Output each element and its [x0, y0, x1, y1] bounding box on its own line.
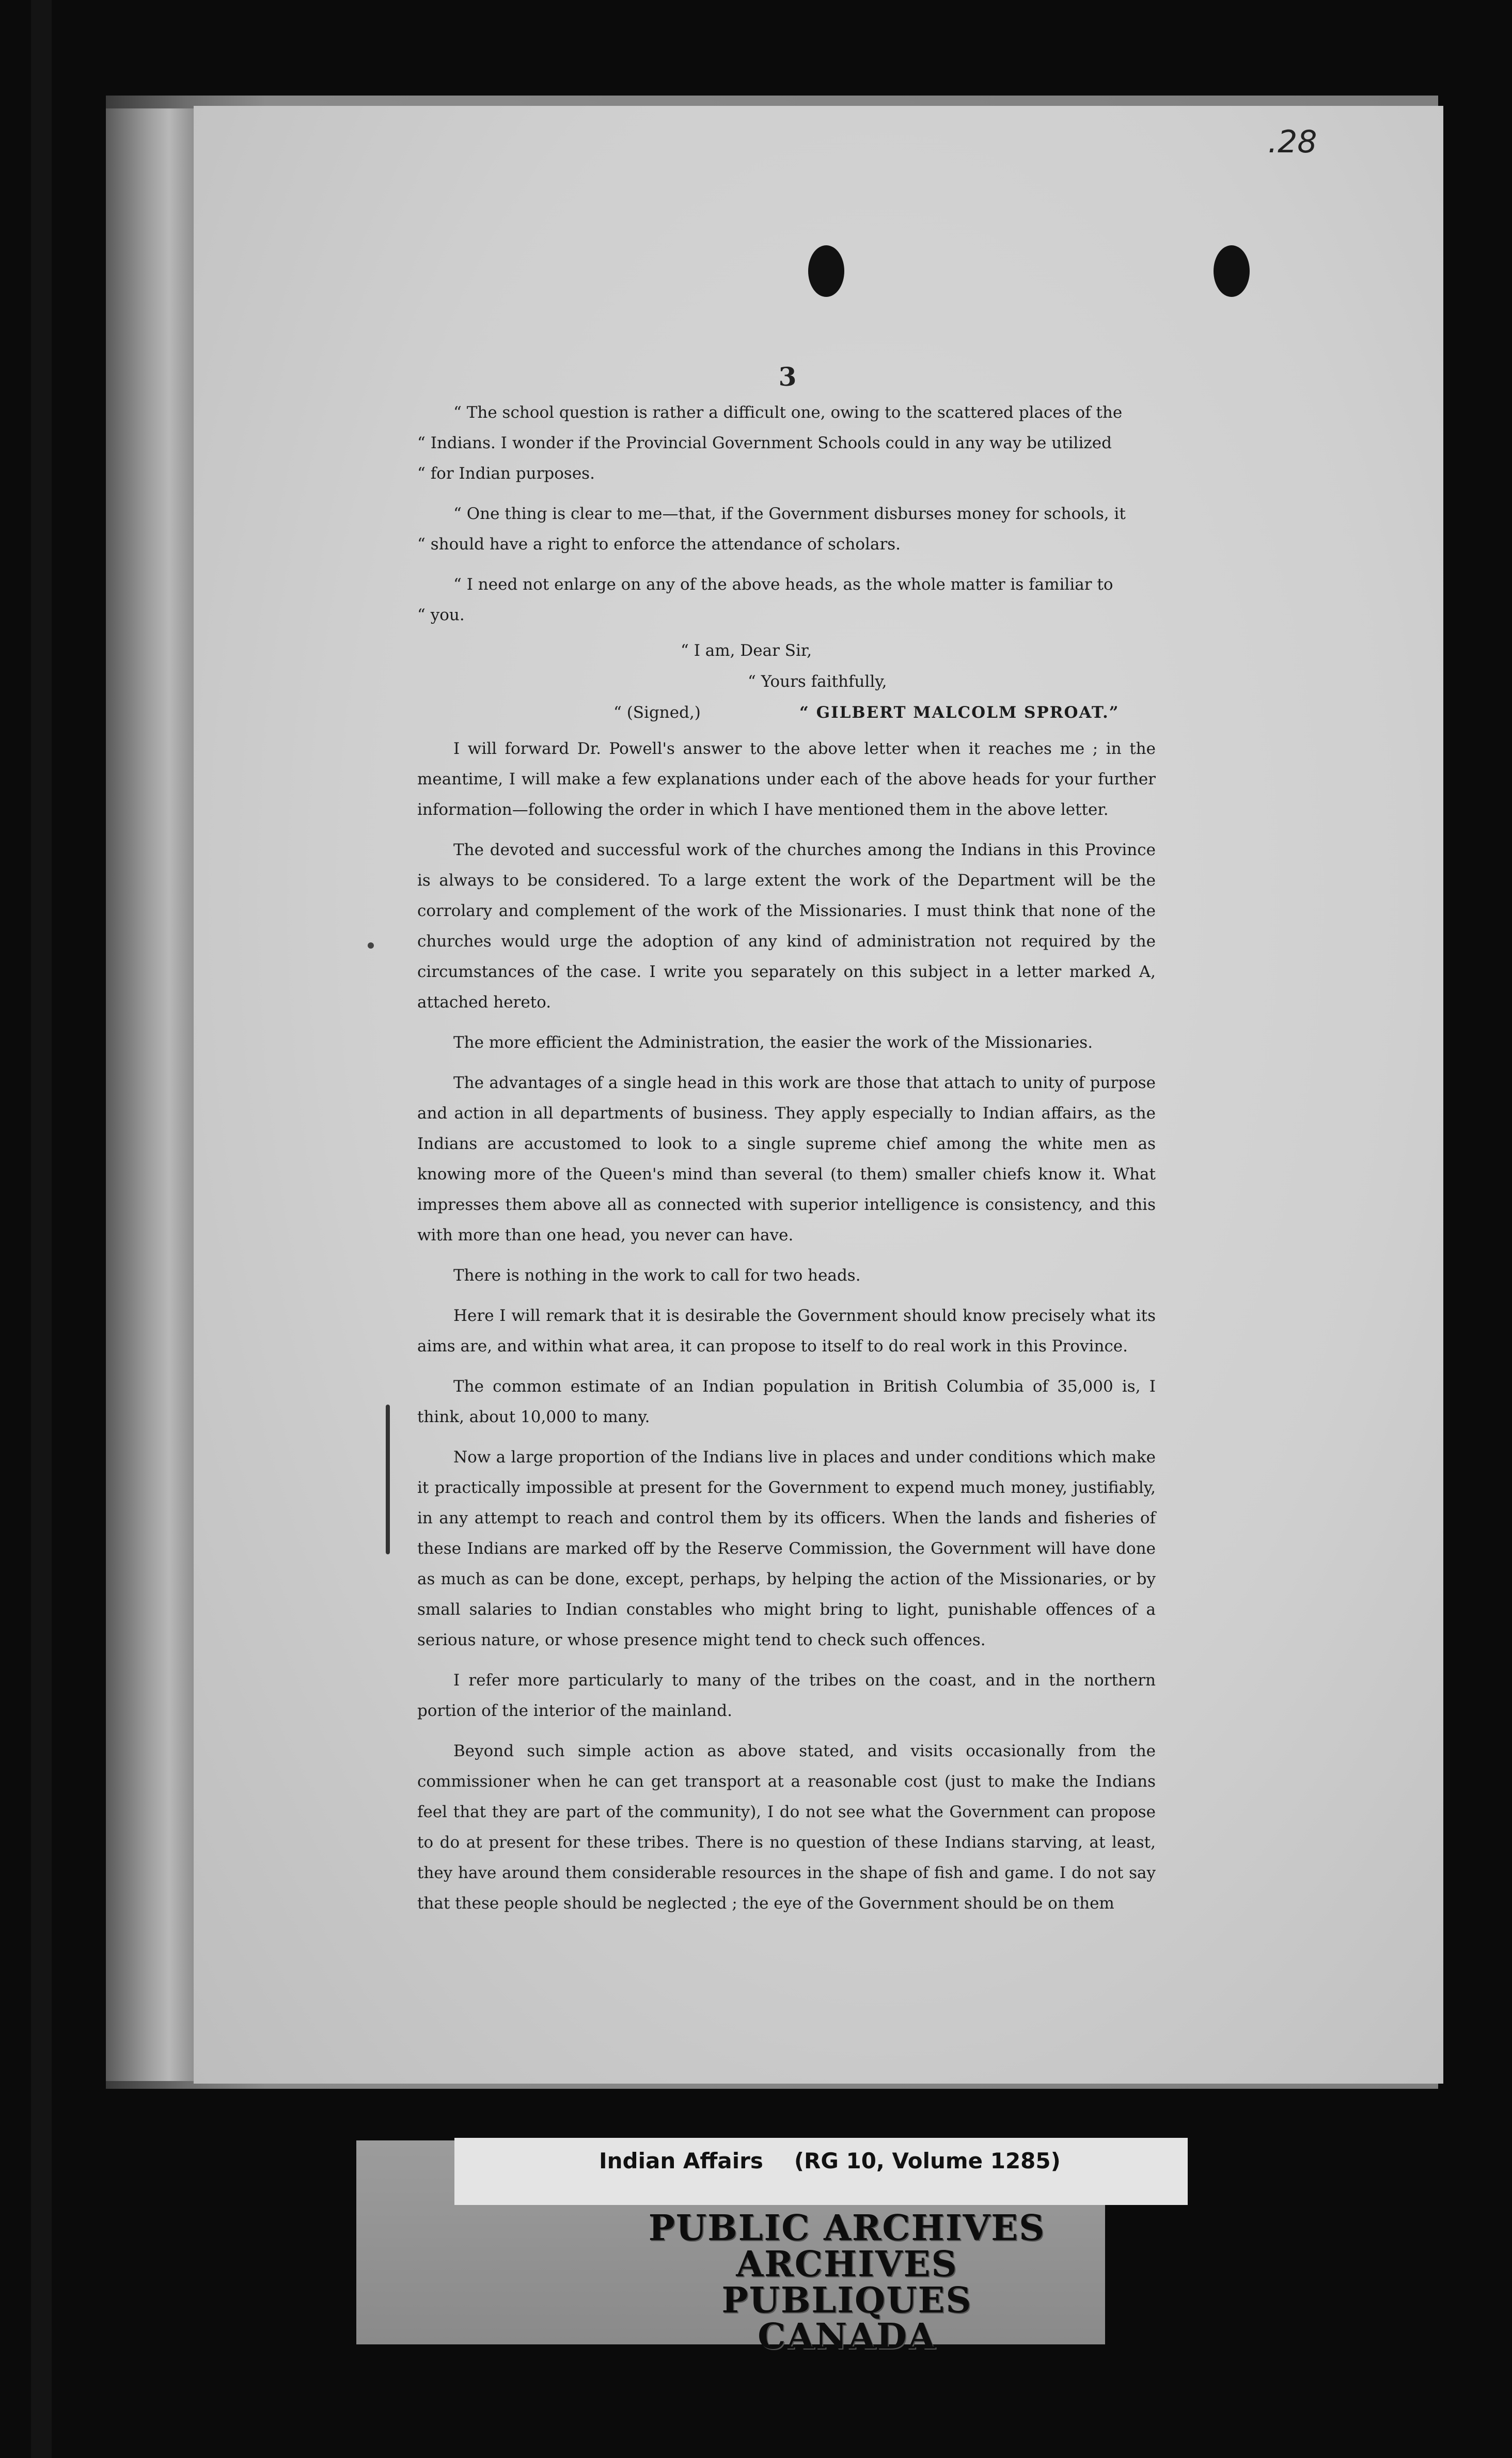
body-text: [417, 734, 1156, 1919]
letter-line: “ The school question is rather a difficult one, owing to the scattered places of the: [453, 403, 1123, 422]
paragraph: The advantages of a single head in this work are those that attach to unity of purpose and action in all departments of business. They apply especially to Indian affairs, as the Indians are accustomed to look to a single supreme chief among the white men as knowing more of the Queen's mind than several (to them) smaller chiefs know it. What impresses them above all as connected with superior intelligence is consistency, and this with more than one head, you never can have.: [417, 1074, 1156, 1244]
paragraph: There is nothing in the work to call for two heads.: [453, 1266, 861, 1285]
paragraph: I refer more particularly to many of the tribes on the coast, and in the northern portion of the interior of the mainland.: [417, 1671, 1156, 1720]
letter-closing: [417, 667, 1156, 698]
signed-label: “ (Signed,): [613, 703, 701, 722]
letter-closing: [417, 698, 1156, 729]
margin-dot: [368, 942, 374, 949]
letter-line: “ Indians. I wonder if the Provincial Government Schools could in any way be utilized: [417, 434, 1112, 452]
letter-closing: [417, 636, 1156, 667]
archive-label: [599, 2148, 1064, 2195]
valediction: “ Yours faithfully,: [748, 672, 887, 691]
volume-reference: (RG 10, Volume 1285): [794, 2148, 1061, 2173]
signature: “ GILBERT MALCOLM SPROAT.”: [799, 703, 1120, 722]
punch-hole: [1214, 245, 1250, 297]
paragraph: Beyond such simple action as above stated, and visits occasionally from the commissioner when he can get transport at a reasonable cost (just to make the Indians feel that they are part of the community), I do not see what the Government can propose to do at present for these tribes. There is no question of these Indians starving, at least, they have around them considerable resources in the shape of fish and game. I do not say that these people should be neglected ; the eye of the Government should be on them: [417, 1742, 1156, 1913]
paragraph: The common estimate of an Indian population in British Columbia of 35,000 is, I think, about 10,000 to many.: [417, 1377, 1156, 1426]
archives-stamp: [640, 2208, 1053, 2357]
letter-line: “ you.: [417, 606, 465, 624]
document-text: [417, 398, 1156, 1919]
punch-hole: [808, 245, 844, 297]
page-number: 3: [778, 361, 797, 392]
letter-line: “ I need not enlarge on any of the above heads, as the whole matter is familiar to: [453, 575, 1113, 594]
paragraph: The more efficient the Administration, the easier the work of the Missionaries.: [453, 1033, 1093, 1052]
letter-line: “ for Indian purposes.: [417, 464, 595, 483]
salutation: “ I am, Dear Sir,: [681, 641, 812, 660]
letter-line: “ One thing is clear to me—that, if the Government disburses money for schools, it: [453, 505, 1126, 523]
folio-number: .28: [1268, 124, 1317, 160]
fonds-name: Indian Affairs: [599, 2148, 763, 2173]
stamp-line: ARCHIVES PUBLIQUES: [721, 2244, 972, 2321]
quoted-letter: [417, 398, 1156, 729]
paragraph: I will forward Dr. Powell's answer to the above letter when it reaches me ; in the meantime, I will make a few explanations under each of the above heads for your further information—following the order in which I have mentioned them in the above letter.: [417, 739, 1156, 819]
film-edge: [31, 0, 52, 2458]
page-fold: [106, 108, 199, 2081]
paragraph: Here I will remark that it is desirable the Government should know precisely what its aims are, and within what area, it can propose to itself to do real work in this Province.: [417, 1306, 1156, 1356]
paragraph: The devoted and successful work of the churches among the Indians in this Province is always to be considered. To a large extent the work of the Department will be the corrolary and complement of the work of the Missionaries. I must think that none of the churches would urge the adoption of any kind of administration not required by the circumstances of the case. I write you separately on this subject in a letter marked A, attached hereto.: [417, 841, 1156, 1012]
stamp-line: CANADA: [758, 2316, 936, 2357]
stamp-line: PUBLIC ARCHIVES: [648, 2208, 1046, 2249]
paragraph: Now a large proportion of the Indians live in places and under conditions which make it practically impossible at present for the Government to expend much money, justifiably, in any attempt to reach and control them by its officers. When the lands and fisheries of these Indians are marked off by the Reserve Commission, the Government will have done as much as can be done, except, perhaps, by helping the action of the Missionaries, or by small salaries to Indian constables who might bring to light, punishable offences of a serious nature, or whose presence might tend to check such offences.: [417, 1448, 1156, 1649]
margin-mark: [386, 1405, 390, 1554]
letter-line: “ should have a right to enforce the attendance of scholars.: [417, 535, 901, 554]
